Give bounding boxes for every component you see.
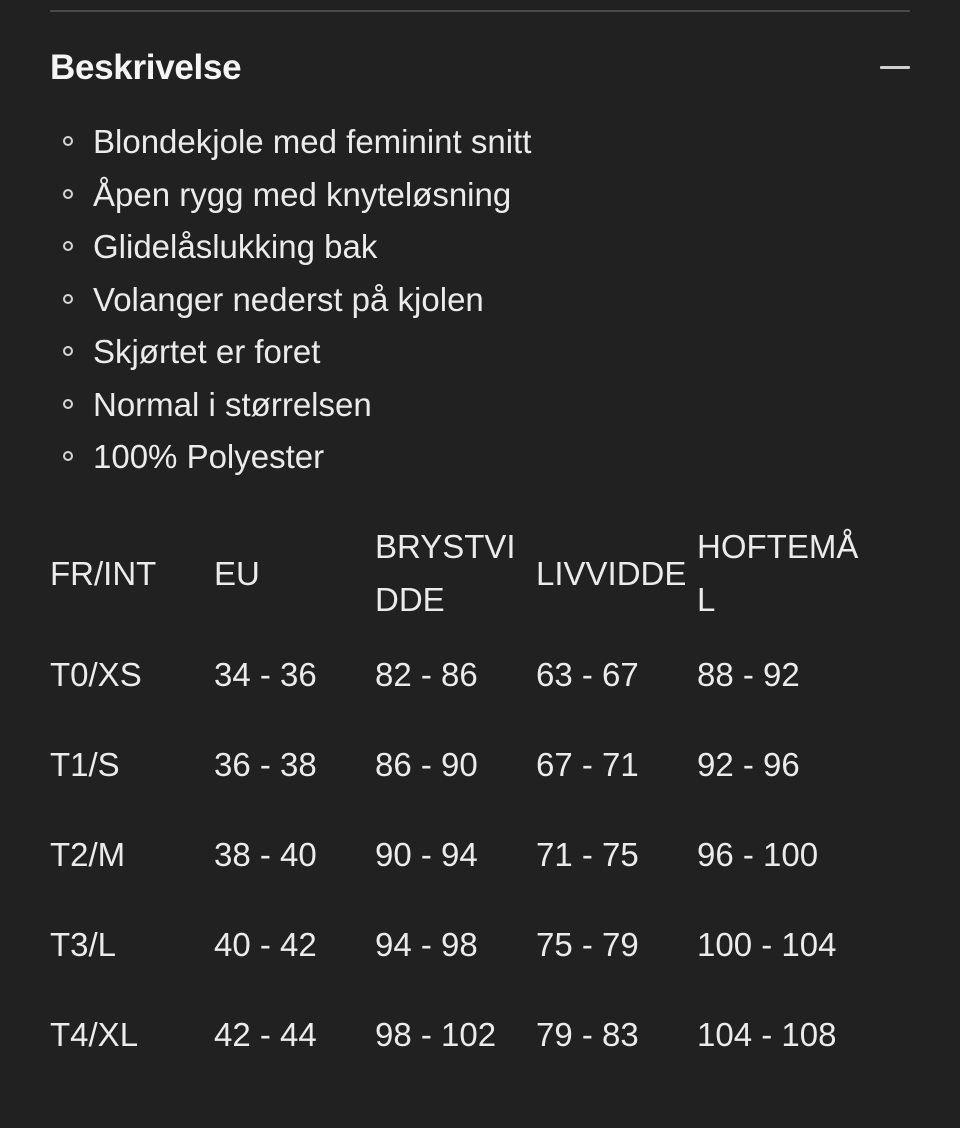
column-header-livvidde: LIVVIDDE — [536, 554, 687, 592]
feature-item — [50, 379, 910, 432]
table-cell: 100 - 104 — [697, 926, 837, 963]
column-header-eu: EU — [214, 554, 260, 592]
feature-text: 100% Polyester — [93, 438, 325, 475]
size-table — [50, 520, 860, 1080]
table-cell: 94 - 98 — [375, 926, 478, 963]
table-row — [50, 900, 860, 990]
table-cell: 63 - 67 — [536, 656, 639, 693]
table-cell: 79 - 83 — [536, 1016, 639, 1053]
circle-bullet-icon — [63, 136, 73, 146]
table-row — [50, 626, 860, 720]
table-cell: 92 - 96 — [697, 746, 800, 783]
table-cell: T2/M — [50, 836, 126, 873]
table-cell: 67 - 71 — [536, 746, 639, 783]
table-cell: 38 - 40 — [214, 836, 317, 873]
table-cell: 98 - 102 — [375, 1016, 497, 1053]
feature-text: Glidelåslukking bak — [93, 228, 378, 265]
description-accordion-header[interactable] — [50, 40, 910, 96]
table-cell: T3/L — [50, 926, 117, 963]
circle-bullet-icon — [63, 294, 73, 304]
minus-icon[interactable] — [880, 66, 910, 69]
circle-bullet-icon — [63, 346, 73, 356]
table-cell: 75 - 79 — [536, 926, 639, 963]
table-cell: 36 - 38 — [214, 746, 317, 783]
feature-text: Skjørtet er foret — [93, 333, 321, 370]
feature-item — [50, 221, 910, 274]
feature-text: Volanger nederst på kjolen — [93, 280, 484, 318]
size-table-header-row — [50, 520, 860, 626]
table-cell: T0/XS — [50, 656, 142, 693]
feature-list — [50, 116, 910, 484]
feature-item — [50, 431, 910, 484]
table-cell: 88 - 92 — [697, 656, 800, 693]
table-row — [50, 720, 860, 810]
table-cell: 96 - 100 — [697, 836, 819, 873]
column-header-brystvidde: BRYSTVIDDE — [375, 528, 516, 618]
table-cell: T4/XL — [50, 1016, 139, 1053]
table-cell: 86 - 90 — [375, 746, 478, 783]
feature-text: Åpen rygg med knyteløsning — [93, 175, 512, 213]
table-cell: 34 - 36 — [214, 656, 317, 693]
circle-bullet-icon — [63, 241, 73, 251]
table-cell: 104 - 108 — [697, 1016, 837, 1053]
table-cell: 90 - 94 — [375, 836, 478, 873]
feature-item — [50, 116, 910, 169]
table-cell: 42 - 44 — [214, 1016, 317, 1053]
circle-bullet-icon — [63, 399, 73, 409]
circle-bullet-icon — [63, 189, 73, 199]
table-cell: 82 - 86 — [375, 656, 478, 693]
feature-item — [50, 274, 910, 327]
feature-item — [50, 169, 910, 222]
table-cell: 71 - 75 — [536, 836, 639, 873]
column-header-fr-int: FR/INT — [50, 554, 157, 592]
circle-bullet-icon — [63, 451, 73, 461]
table-row — [50, 810, 860, 900]
feature-item — [50, 326, 910, 379]
feature-text: Normal i størrelsen — [93, 385, 372, 423]
section-divider — [50, 10, 910, 12]
description-title: Beskrivelse — [50, 48, 242, 87]
table-cell: T1/S — [50, 746, 120, 783]
column-header-hoftemal: HOFTEMÅL — [697, 528, 859, 618]
table-cell: 40 - 42 — [214, 926, 317, 963]
table-row — [50, 990, 860, 1080]
feature-text: Blondekjole med feminint snitt — [93, 123, 532, 160]
